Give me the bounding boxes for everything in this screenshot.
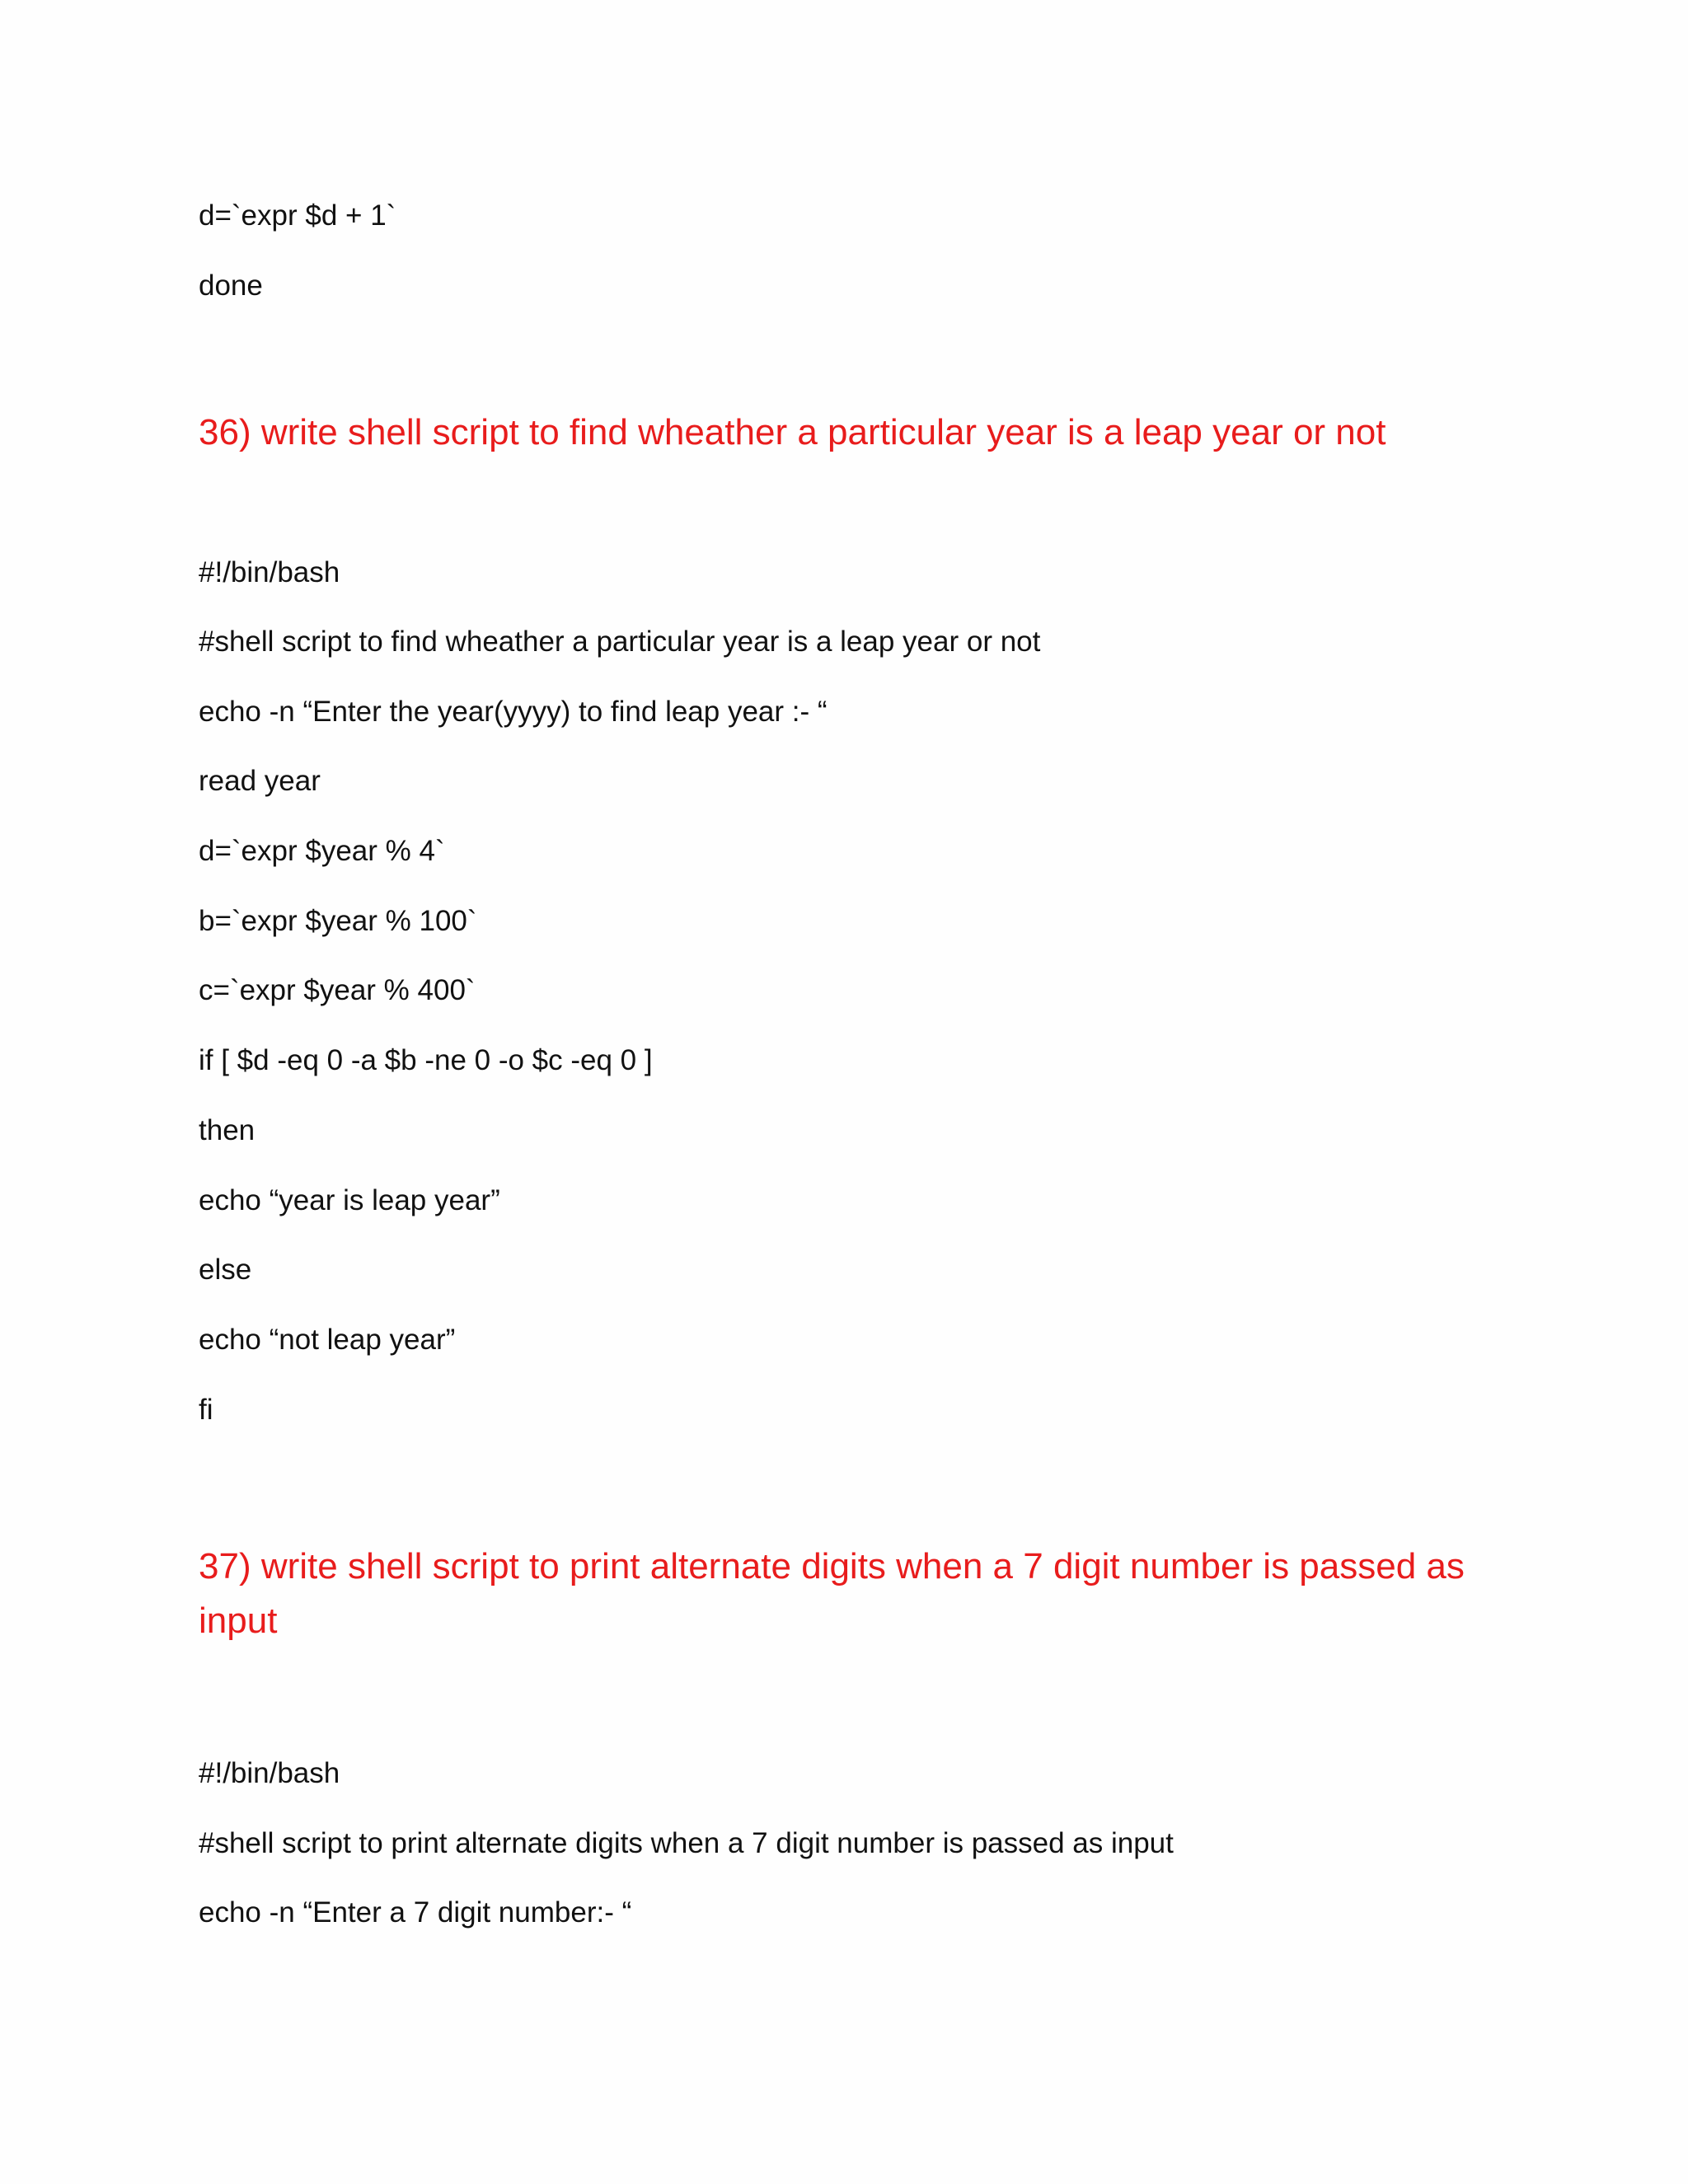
code-line: done bbox=[199, 269, 263, 302]
code-line: #shell script to find wheather a particular year is a leap year or not bbox=[199, 626, 1041, 658]
code-line: echo -n “Enter the year(yyyy) to find leap year :- “ bbox=[199, 696, 828, 728]
code-line: if [ $d -eq 0 -a $b -ne 0 -o $c -eq 0 ] bbox=[199, 1044, 653, 1076]
code-line: then bbox=[199, 1114, 256, 1146]
code-line: d=`expr $year % 4` bbox=[199, 835, 445, 867]
code-line: read year bbox=[199, 765, 321, 797]
section-36-heading: 36) write shell script to find wheather a particular year is a leap year or not bbox=[199, 412, 1386, 452]
code-line: echo “not leap year” bbox=[199, 1324, 456, 1356]
code-line: b=`expr $year % 100` bbox=[199, 905, 477, 937]
code-line: #!/bin/bash bbox=[199, 556, 340, 588]
code-line: else bbox=[199, 1254, 252, 1286]
code-line: echo “year is leap year” bbox=[199, 1184, 500, 1216]
code-line: fi bbox=[199, 1394, 213, 1426]
code-line: #shell script to print alternate digits when a 7 digit number is passed as input bbox=[199, 1827, 1174, 1859]
section-37-heading: 37) write shell script to print alternate digits when a 7 digit number is passed as input bbox=[199, 1546, 1465, 1641]
code-line: #!/bin/bash bbox=[199, 1757, 340, 1789]
code-line: echo -n “Enter a 7 digit number:- “ bbox=[199, 1896, 632, 1929]
code-line: d=`expr $d + 1` bbox=[199, 199, 396, 232]
code-line: c=`expr $year % 400` bbox=[199, 974, 476, 1006]
